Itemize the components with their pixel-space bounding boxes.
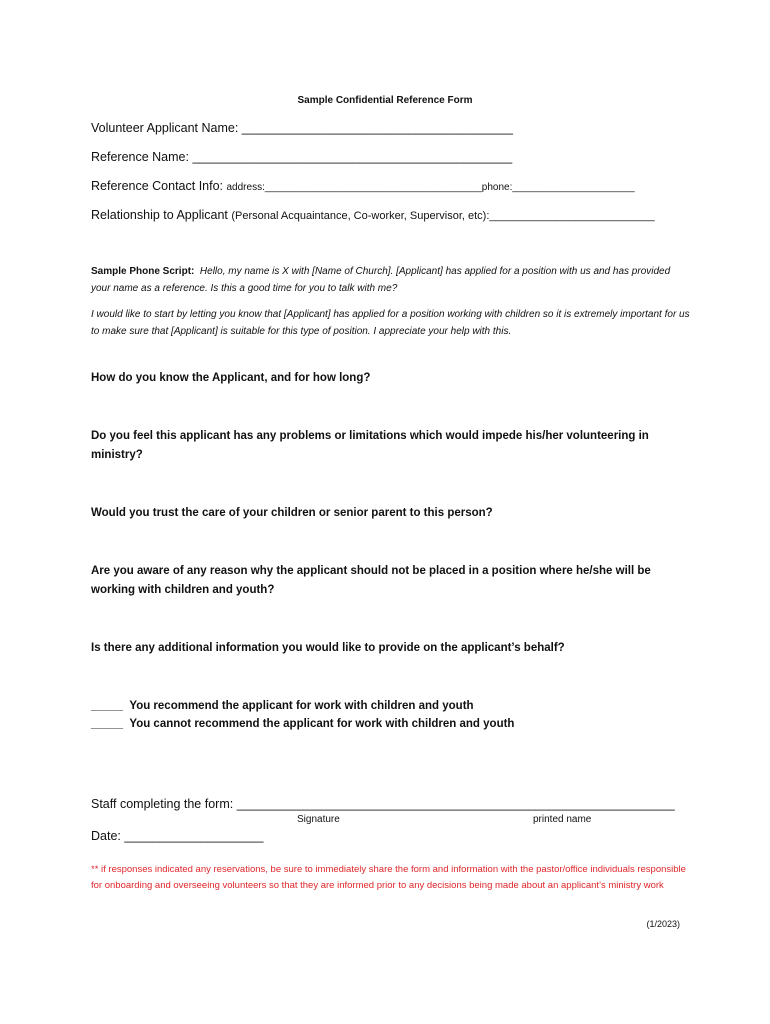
- reference-name-line[interactable]: ______________________________________________: [192, 150, 513, 164]
- address-line[interactable]: _______________________________________: [264, 182, 482, 193]
- staff-label: Staff completing the form:: [91, 797, 237, 811]
- recommend-yes-blank[interactable]: _____: [91, 700, 123, 712]
- relationship-label: Relationship to Applicant: [91, 208, 232, 222]
- applicant-name-line[interactable]: _______________________________________: [241, 121, 513, 135]
- applicant-name-row: [91, 121, 513, 136]
- recommend-yes-row: [91, 697, 474, 715]
- phone-script-label: Sample Phone Script:: [91, 266, 195, 277]
- relationship-hint: (Personal Acquaintance, Co-worker, Supervisor, etc):: [231, 210, 490, 222]
- question-4: Are you aware of any reason why the applicant should not be placed in a position where he/she will be working with children and youth?: [91, 565, 651, 596]
- form-title: Sample Confidential Reference Form: [297, 95, 473, 106]
- question-2: Do you feel this applicant has any problems or limitations which would impede his/her volunteering in ministry?: [91, 430, 649, 461]
- contact-info-row: [91, 179, 635, 195]
- form-version: (1/2023): [646, 919, 680, 929]
- phone-script-para1: [91, 263, 691, 297]
- staff-line[interactable]: _______________________________________________________________: [236, 797, 675, 811]
- signature-label: Signature: [297, 814, 340, 825]
- relationship-row: [91, 208, 655, 224]
- address-label: address:: [226, 182, 265, 193]
- question-5: Is there any additional information you would like to provide on the applicant’s behalf?: [91, 642, 565, 654]
- printed-name-label: printed name: [533, 814, 592, 825]
- reference-name-row: [91, 150, 512, 165]
- question-3: Would you trust the care of your children or senior parent to this person?: [91, 507, 493, 519]
- applicant-name-label: Volunteer Applicant Name:: [91, 121, 242, 135]
- recommend-no-row: [91, 715, 514, 733]
- recommend-no-text: You cannot recommend the applicant for work with children and youth: [129, 718, 515, 730]
- date-row: [91, 829, 263, 844]
- phone-line[interactable]: ______________________: [512, 182, 635, 193]
- recommend-yes-text: You recommend the applicant for work with children and youth: [129, 700, 474, 712]
- reservation-note: ** if responses indicated any reservations, be sure to immediately share the form and information with the pastor/office individuals responsible for onboarding and overseeing volunteers so that they are informed prior to any decisions being made about an applicant’s ministry work: [91, 864, 686, 891]
- question-1: How do you know the Applicant, and for how long?: [91, 372, 371, 384]
- date-label: Date:: [91, 829, 125, 843]
- phone-label: phone:: [481, 182, 513, 193]
- date-line[interactable]: ____________________: [124, 829, 264, 843]
- relationship-line[interactable]: ___________________________: [489, 210, 655, 222]
- contact-info-label: Reference Contact Info:: [91, 179, 227, 193]
- phone-script-text1: Hello, my name is X with [Name of Church]. [Applicant] has applied for a position with us and has provided your name as a reference. Is this a good time for you to talk with me?: [91, 266, 671, 294]
- reference-name-label: Reference Name:: [91, 150, 193, 164]
- recommend-no-blank[interactable]: _____: [91, 718, 123, 730]
- staff-row: [91, 797, 675, 812]
- phone-script-para2: I would like to start by letting you know that [Applicant] has applied for a position working with children so it is extremely important for us to make sure that [Applicant] is suitable for this type of position. I appreciate your help with this.: [91, 309, 690, 337]
